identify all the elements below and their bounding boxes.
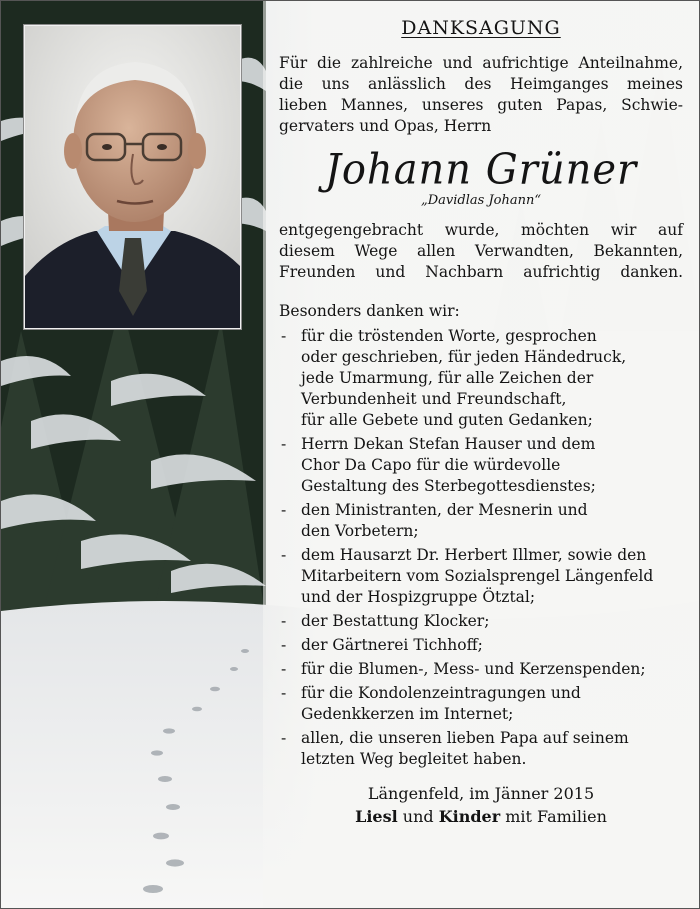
special-thanks-heading: Besonders danken wir: <box>279 302 460 320</box>
thanks-line: entgegengebracht wurde, möchten wir auf <box>279 221 683 239</box>
list-item-line: letzten Weg begleitet haben. <box>301 750 527 768</box>
intro-line: Für die zahlreiche und aufrichtige Anteilnahme, <box>279 54 683 72</box>
list-dash: - <box>281 684 287 702</box>
intro-paragraph <box>279 53 683 137</box>
list-dash: - <box>281 546 287 564</box>
list-item <box>279 326 683 431</box>
list-item-line: für die Blumen-, Mess- und Kerzenspenden; <box>301 660 646 678</box>
list-item-line: den Vorbetern; <box>301 522 419 540</box>
list-item-line: und der Hospizgruppe Ötztal; <box>301 588 536 606</box>
intro-line: lieben Mannes, unseres guten Papas, Schwie- <box>279 96 683 114</box>
page-title: DANKSAGUNG <box>401 17 561 39</box>
list-item-line: der Gärtnerei Tichhoff; <box>301 636 483 654</box>
list-dash: - <box>281 612 287 630</box>
place-and-date: Längenfeld, im Jänner 2015 <box>367 784 595 803</box>
list-item <box>279 728 683 770</box>
signature-rest: mit Familien <box>505 807 607 826</box>
signature-und: und <box>402 807 434 826</box>
list-item-line: den Ministranten, der Mesnerin und <box>301 501 588 519</box>
list-item-line: oder geschrieben, für jeden Händedruck, <box>301 348 627 366</box>
list-item-line: Herrn Dekan Stefan Hauser und dem <box>301 435 596 453</box>
list-dash: - <box>281 327 287 345</box>
text-content <box>279 17 683 826</box>
list-item-line: der Bestattung Klocker; <box>301 612 490 630</box>
list-dash: - <box>281 729 287 747</box>
portrait-photo <box>24 25 241 329</box>
list-dash: - <box>281 660 287 678</box>
thanks-list <box>279 326 683 770</box>
signature-line <box>279 807 683 826</box>
list-item-line: für die tröstenden Worte, gesprochen <box>301 327 597 345</box>
deceased-nickname: „Davidlas Johann“ <box>421 193 541 208</box>
deceased-name: Johann Grüner <box>324 145 638 195</box>
list-item-line: jede Umarmung, für alle Zeichen der <box>301 369 594 387</box>
list-dash: - <box>281 501 287 519</box>
list-item <box>279 434 683 497</box>
list-item-line: Chor Da Capo für die würdevolle <box>301 456 561 474</box>
intro-line: die uns anlässlich des Heimganges meines <box>279 75 683 93</box>
list-item-line: dem Hausarzt Dr. Herbert Illmer, sowie den <box>301 546 647 564</box>
signature-name-kinder: Kinder <box>438 807 501 826</box>
list-item <box>279 635 683 656</box>
signature-name-liesl: Liesl <box>355 807 398 826</box>
portrait-illustration <box>25 26 240 328</box>
list-item <box>279 500 683 542</box>
list-item-line: für alle Gebete und guten Gedanken; <box>301 411 593 429</box>
list-item-line: Mitarbeitern vom Sozialsprengel Längenfeld <box>301 567 654 585</box>
thanks-line: Freunden und Nachbarn aufrichtig danken. <box>279 263 683 281</box>
list-item-line: Gedenkkerzen im Internet; <box>301 705 514 723</box>
list-dash: - <box>281 435 287 453</box>
thanks-paragraph <box>279 220 683 283</box>
list-item-line: Verbundenheit und Freundschaft, <box>301 390 567 408</box>
list-item <box>279 659 683 680</box>
list-item <box>279 545 683 608</box>
list-item <box>279 611 683 632</box>
list-item-line: für die Kondolenzeintragungen und <box>301 684 581 702</box>
thanks-line: diesem Wege allen Verwandten, Bekannten, <box>279 242 683 260</box>
list-item-line: Gestaltung des Sterbegottesdienstes; <box>301 477 596 495</box>
list-dash: - <box>281 636 287 654</box>
list-item <box>279 683 683 725</box>
intro-line: gervaters und Opas, Herrn <box>279 117 492 135</box>
list-item-line: allen, die unseren lieben Papa auf seinem <box>301 729 629 747</box>
